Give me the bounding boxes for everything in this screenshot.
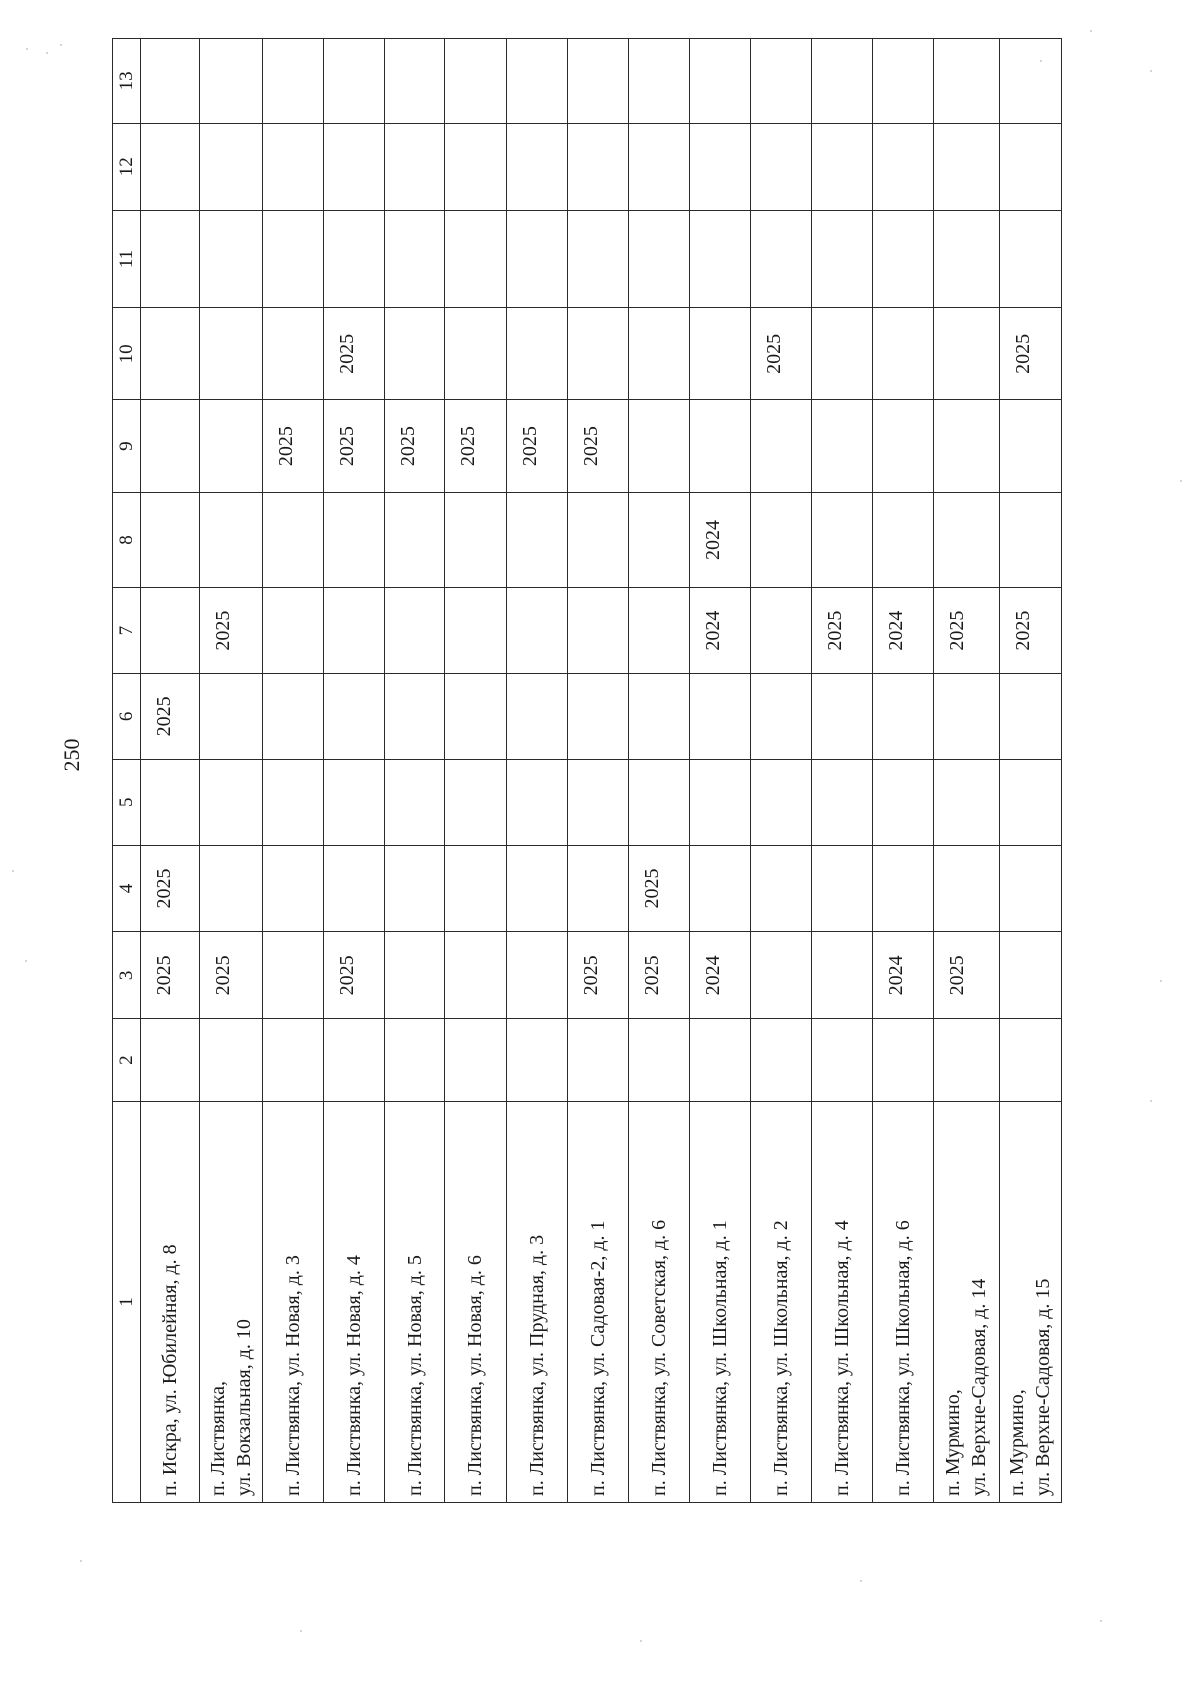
year-cell [445, 845, 506, 932]
year-cell [385, 210, 445, 308]
year-cell [811, 210, 872, 308]
year-cell [750, 845, 811, 932]
address-cell [199, 1101, 262, 1502]
address-line: п. Листвянка, ул. Садовая-2, д. 1 [586, 1220, 609, 1496]
year-cell [811, 123, 872, 210]
year-cell [873, 400, 934, 492]
address-line: п. Листвянка, [207, 1381, 230, 1496]
address-line: п. Листвянка, ул. Советская, д. 6 [647, 1219, 670, 1496]
year-cell [750, 759, 811, 845]
address-cell [934, 1101, 999, 1502]
year-cell: 2025 [324, 400, 385, 492]
year-cell [324, 759, 385, 845]
year-cell [506, 845, 567, 932]
table-row [506, 39, 567, 1503]
year-cell [199, 210, 262, 308]
table-header-row [113, 39, 141, 1503]
page-number: 250 [59, 738, 84, 772]
column-header: 2 [113, 1019, 141, 1102]
year-cell [628, 123, 689, 210]
year-cell: 2025 [811, 588, 872, 674]
year-cell [141, 308, 200, 400]
year-cell [324, 588, 385, 674]
year-cell [263, 492, 324, 587]
year-cell [141, 39, 200, 124]
year-cell [199, 759, 262, 845]
year-cell [750, 400, 811, 492]
table-row [324, 39, 385, 1503]
scan-speck [1160, 980, 1162, 982]
year-cell: 2025 [934, 932, 999, 1019]
year-cell [934, 123, 999, 210]
data-table [112, 38, 1062, 1503]
year-cell [385, 588, 445, 674]
year-cell [445, 308, 506, 400]
address-line: п. Листвянка, ул. Новая, д. 4 [343, 1255, 366, 1496]
column-header: 13 [113, 39, 141, 124]
year-cell [628, 39, 689, 124]
column-header: 9 [113, 400, 141, 492]
year-cell [199, 673, 262, 759]
year-cell [385, 759, 445, 845]
table-row [141, 39, 200, 1503]
column-header: 11 [113, 210, 141, 308]
table-row [934, 39, 999, 1503]
year-cell: 2025 [199, 588, 262, 674]
address-cell [506, 1101, 567, 1502]
year-cell [263, 588, 324, 674]
year-cell [263, 123, 324, 210]
year-cell [567, 673, 628, 759]
table-container [112, 38, 1062, 1503]
year-cell [445, 932, 506, 1019]
year-cell [934, 492, 999, 587]
year-cell [999, 400, 1061, 492]
table-row [263, 39, 324, 1503]
year-cell: 2025 [628, 845, 689, 932]
column-header: 3 [113, 932, 141, 1019]
year-cell [445, 1019, 506, 1102]
address-cell [324, 1101, 385, 1502]
year-cell [999, 492, 1061, 587]
table-row [445, 39, 506, 1503]
year-cell [999, 123, 1061, 210]
table-row [199, 39, 262, 1503]
year-cell [811, 845, 872, 932]
year-cell [385, 673, 445, 759]
address-cell [750, 1101, 811, 1502]
year-cell [141, 1019, 200, 1102]
year-cell: 2025 [628, 932, 689, 1019]
year-cell [811, 932, 872, 1019]
year-cell [934, 39, 999, 124]
year-cell [506, 759, 567, 845]
year-cell [567, 123, 628, 210]
year-cell [873, 123, 934, 210]
scan-speck [80, 1560, 82, 1562]
year-cell [506, 39, 567, 124]
column-header: 12 [113, 123, 141, 210]
year-cell [873, 39, 934, 124]
year-cell [199, 308, 262, 400]
address-cell [811, 1101, 872, 1502]
year-cell [263, 845, 324, 932]
table-row [567, 39, 628, 1503]
column-header: 10 [113, 308, 141, 400]
year-cell [324, 492, 385, 587]
address-line: п. Листвянка, ул. Школьная, д. 4 [831, 1220, 854, 1496]
address-line: п. Мурмино, [942, 1389, 965, 1496]
year-cell [445, 673, 506, 759]
year-cell [689, 39, 750, 124]
year-cell [506, 210, 567, 308]
year-cell: 2025 [567, 932, 628, 1019]
year-cell [934, 210, 999, 308]
year-cell [324, 845, 385, 932]
year-cell [934, 308, 999, 400]
year-cell: 2025 [324, 308, 385, 400]
year-cell [811, 759, 872, 845]
year-cell [811, 400, 872, 492]
scan-speck [1090, 30, 1092, 32]
year-cell: 2025 [141, 845, 200, 932]
address-cell [873, 1101, 934, 1502]
column-header: 8 [113, 492, 141, 587]
year-cell [506, 673, 567, 759]
year-cell [628, 492, 689, 587]
year-cell [567, 845, 628, 932]
year-cell [141, 492, 200, 587]
address-cell [445, 1101, 506, 1502]
year-cell [199, 492, 262, 587]
year-cell [263, 210, 324, 308]
year-cell: 2025 [999, 308, 1061, 400]
scan-speck [46, 52, 48, 54]
year-cell [324, 123, 385, 210]
year-cell: 2025 [199, 932, 262, 1019]
year-cell: 2025 [263, 400, 324, 492]
year-cell [263, 932, 324, 1019]
year-cell [628, 400, 689, 492]
year-cell [750, 492, 811, 587]
address-cell [385, 1101, 445, 1502]
year-cell [811, 308, 872, 400]
year-cell [750, 932, 811, 1019]
year-cell [567, 1019, 628, 1102]
column-header: 5 [113, 759, 141, 845]
year-cell [385, 39, 445, 124]
address-cell [628, 1101, 689, 1502]
year-cell [385, 308, 445, 400]
year-cell [445, 123, 506, 210]
year-cell [689, 123, 750, 210]
year-cell [263, 308, 324, 400]
year-cell [934, 759, 999, 845]
year-cell [750, 123, 811, 210]
year-cell [999, 1019, 1061, 1102]
address-line: ул. Верхне-Садовая, д. 15 [1032, 1278, 1055, 1496]
year-cell [811, 39, 872, 124]
column-header: 1 [113, 1101, 141, 1502]
address-line: п. Листвянка, ул. Прудная, д. 3 [525, 1234, 548, 1496]
year-cell [628, 210, 689, 308]
year-cell [811, 1019, 872, 1102]
year-cell [445, 588, 506, 674]
scan-speck [1040, 60, 1042, 62]
year-cell [199, 1019, 262, 1102]
year-cell [385, 123, 445, 210]
year-cell [324, 673, 385, 759]
scan-speck [25, 960, 27, 962]
table-row [873, 39, 934, 1503]
year-cell: 2025 [141, 932, 200, 1019]
table-row [999, 39, 1061, 1503]
address-line: п. Листвянка, ул. Школьная, д. 6 [892, 1220, 915, 1496]
address-cell [141, 1101, 200, 1502]
year-cell [873, 845, 934, 932]
year-cell [445, 39, 506, 124]
scan-speck [60, 44, 62, 46]
year-cell: 2024 [689, 932, 750, 1019]
year-cell [567, 210, 628, 308]
year-cell [506, 123, 567, 210]
column-header: 6 [113, 673, 141, 759]
year-cell [199, 123, 262, 210]
year-cell [750, 673, 811, 759]
year-cell [506, 932, 567, 1019]
year-cell: 2025 [750, 308, 811, 400]
year-cell: 2025 [506, 400, 567, 492]
year-cell [873, 308, 934, 400]
table-row [811, 39, 872, 1503]
table-body [141, 39, 1062, 1503]
scan-speck [1100, 1620, 1102, 1622]
year-cell [628, 308, 689, 400]
address-line: п. Листвянка, ул. Новая, д. 5 [403, 1255, 426, 1496]
year-cell: 2025 [445, 400, 506, 492]
year-cell [999, 759, 1061, 845]
year-cell [445, 210, 506, 308]
year-cell: 2025 [385, 400, 445, 492]
year-cell [750, 588, 811, 674]
year-cell [199, 39, 262, 124]
year-cell [263, 1019, 324, 1102]
year-cell [811, 673, 872, 759]
year-cell [873, 673, 934, 759]
year-cell: 2024 [689, 492, 750, 587]
year-cell: 2025 [324, 932, 385, 1019]
year-cell [141, 400, 200, 492]
year-cell [141, 210, 200, 308]
year-cell [141, 759, 200, 845]
column-header: 7 [113, 588, 141, 674]
year-cell [689, 1019, 750, 1102]
year-cell [999, 932, 1061, 1019]
year-cell: 2024 [689, 588, 750, 674]
year-cell: 2025 [999, 588, 1061, 674]
scan-speck [26, 48, 28, 50]
year-cell [445, 492, 506, 587]
year-cell [873, 759, 934, 845]
year-cell [141, 588, 200, 674]
year-cell [689, 308, 750, 400]
year-cell [689, 845, 750, 932]
year-cell: 2025 [567, 400, 628, 492]
year-cell [689, 400, 750, 492]
year-cell [567, 492, 628, 587]
scan-speck [1180, 480, 1182, 482]
address-cell [567, 1101, 628, 1502]
year-cell [811, 492, 872, 587]
year-cell [689, 759, 750, 845]
year-cell [506, 588, 567, 674]
year-cell [567, 759, 628, 845]
year-cell [567, 588, 628, 674]
year-cell [934, 673, 999, 759]
scan-speck [1150, 70, 1152, 72]
year-cell [199, 845, 262, 932]
year-cell [199, 400, 262, 492]
scan-speck [640, 1640, 642, 1642]
scan-speck [1150, 1100, 1152, 1102]
year-cell [628, 1019, 689, 1102]
scan-speck [860, 1580, 862, 1582]
year-cell [385, 492, 445, 587]
year-cell [628, 588, 689, 674]
year-cell: 2024 [873, 588, 934, 674]
year-cell [934, 1019, 999, 1102]
address-line: п. Мурмино, [1006, 1389, 1029, 1496]
year-cell [324, 39, 385, 124]
year-cell [999, 673, 1061, 759]
year-cell [385, 845, 445, 932]
address-line: п. Листвянка, ул. Новая, д. 6 [464, 1255, 487, 1496]
year-cell [385, 1019, 445, 1102]
year-cell [324, 1019, 385, 1102]
scan-speck [12, 870, 14, 872]
year-cell [567, 39, 628, 124]
address-cell [999, 1101, 1061, 1502]
year-cell [141, 123, 200, 210]
year-cell [567, 308, 628, 400]
year-cell [934, 400, 999, 492]
address-line: ул. Верхне-Садовая, д. 14 [968, 1278, 991, 1496]
year-cell [999, 845, 1061, 932]
year-cell [750, 39, 811, 124]
year-cell [506, 1019, 567, 1102]
year-cell [445, 759, 506, 845]
year-cell [750, 210, 811, 308]
address-cell [263, 1101, 324, 1502]
year-cell [750, 1019, 811, 1102]
year-cell [873, 210, 934, 308]
address-line: п. Листвянка, ул. Школьная, д. 2 [769, 1220, 792, 1496]
address-cell [689, 1101, 750, 1502]
column-header: 4 [113, 845, 141, 932]
year-cell [628, 759, 689, 845]
year-cell [628, 673, 689, 759]
year-cell [506, 492, 567, 587]
table-row [628, 39, 689, 1503]
year-cell [873, 1019, 934, 1102]
year-cell [689, 673, 750, 759]
year-cell [263, 39, 324, 124]
scan-speck [300, 1630, 302, 1632]
year-cell [999, 39, 1061, 124]
table-row [385, 39, 445, 1503]
address-line: п. Искра, ул. Юбилейная, д. 8 [158, 1244, 181, 1496]
address-line: п. Листвянка, ул. Новая, д. 3 [282, 1255, 305, 1496]
address-line: п. Листвянка, ул. Школьная, д. 1 [708, 1220, 731, 1496]
year-cell [999, 210, 1061, 308]
year-cell [873, 492, 934, 587]
year-cell: 2025 [141, 673, 200, 759]
year-cell [324, 210, 385, 308]
table-row [689, 39, 750, 1503]
year-cell: 2025 [934, 588, 999, 674]
year-cell [934, 845, 999, 932]
year-cell [263, 673, 324, 759]
table-row [750, 39, 811, 1503]
year-cell [385, 932, 445, 1019]
year-cell [506, 308, 567, 400]
year-cell [689, 210, 750, 308]
year-cell: 2024 [873, 932, 934, 1019]
address-line: ул. Вокзальная, д. 10 [233, 1319, 256, 1496]
year-cell [263, 759, 324, 845]
